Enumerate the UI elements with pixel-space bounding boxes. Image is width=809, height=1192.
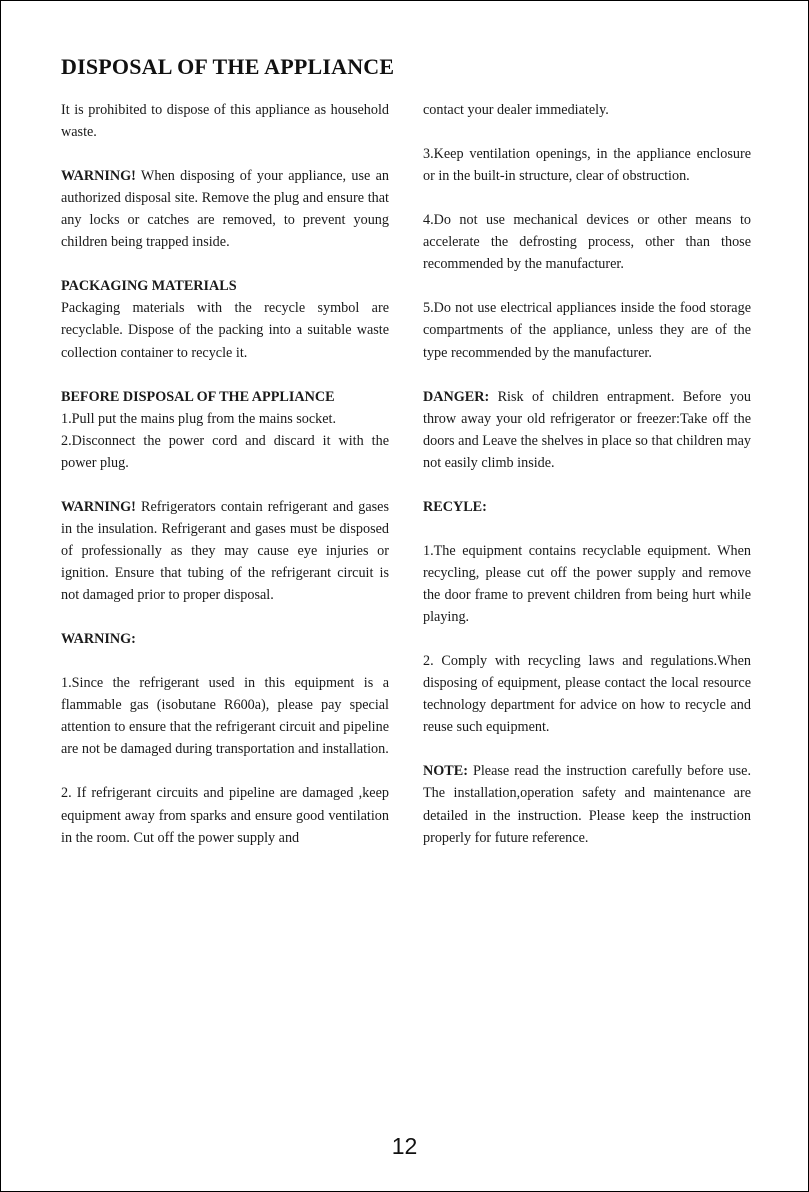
right-column bbox=[423, 99, 751, 849]
packaging-heading: PACKAGING MATERIALS bbox=[61, 278, 237, 295]
warning-text: When disposing of your appliance, use an authorized disposal site. Remove the plug and ensure that any locks or catches are removed, to prevent young children being trapped inside. bbox=[61, 168, 389, 251]
page-number: 12 bbox=[391, 1133, 418, 1159]
before-disposal-step-2: 2.Disconnect the power cord and discard it with the power plug. bbox=[61, 432, 389, 471]
note-label: NOTE: bbox=[423, 763, 468, 780]
warning-item-2-continued: contact your dealer immediately. bbox=[423, 102, 609, 118]
recycle-item-2: 2. Comply with recycling laws and regulations.When disposing of equipment, please contact the local resource technology department for advice on how to recycle and reuse such equipment. bbox=[423, 653, 751, 736]
warning-heading: WARNING: bbox=[61, 631, 136, 648]
warning-paragraph-2 bbox=[61, 496, 389, 606]
danger-paragraph bbox=[423, 386, 751, 474]
page-title: DISPOSAL OF THE APPLIANCE bbox=[61, 54, 395, 79]
warning-paragraph-1 bbox=[61, 165, 389, 253]
warning-item-3: 3.Keep ventilation openings, in the appliance enclosure or in the built-in structure, clear of obstruction. bbox=[423, 146, 751, 185]
recycle-item-1: 1.The equipment contains recyclable equipment. When recycling, please cut off the power supply and remove the door frame to prevent children from being hurt while playing. bbox=[423, 542, 751, 626]
warning-label: WARNING! bbox=[61, 498, 136, 515]
warning-item-4: 4.Do not use mechanical devices or other means to accelerate the defrosting process, other than those recommended by the manufacturer. bbox=[423, 212, 751, 273]
before-disposal-step-1: 1.Pull put the mains plug from the mains socket. bbox=[61, 410, 337, 427]
danger-label: DANGER: bbox=[423, 388, 490, 405]
intro-paragraph: It is prohibited to dispose of this appliance as household waste. bbox=[61, 102, 389, 141]
warning-item-1: 1.Since the refrigerant used in this equipment is a flammable gas (isobutane R600a), please pay special attention to ensure that the refrigerant circuit and pipeline are not be damaged during transportation and installation. bbox=[61, 675, 389, 758]
note-text: Please read the instruction carefully before use. The installation,operation safety and maintenance are detailed in the instruction. Please keep the instruction properly for future reference. bbox=[423, 763, 751, 846]
danger-text: Risk of children entrapment. Before you throw away your old refrigerator or freezer:Take off the doors and Leave the shelves in place so that children may not easily climb inside. bbox=[423, 388, 751, 471]
left-column bbox=[61, 99, 389, 849]
warning-item-2: 2. If refrigerant circuits and pipeline are damaged ,keep equipment away from sparks and ensure good ventilation in the room. Cut off the power supply and bbox=[61, 785, 389, 846]
before-disposal-heading: BEFORE DISPOSAL OF THE APPLIANCE bbox=[61, 388, 335, 405]
recycle-heading: RECYLE: bbox=[423, 498, 487, 515]
packaging-paragraph: Packaging materials with the recycle symbol are recyclable. Dispose of the packing into a suitable waste collection container to recycle it. bbox=[61, 300, 389, 361]
warning-text: Refrigerators contain refrigerant and gases in the insulation. Refrigerant and gases must be disposed of professionally as they may cause eye injuries or ignition. Ensure that tubing of the refrigerant circuit is not damaged prior to proper disposal. bbox=[61, 498, 389, 604]
note-paragraph bbox=[423, 760, 751, 848]
warning-item-5: 5.Do not use electrical appliances inside the food storage compartments of the appliance, unless they are of the type recommended by the manufacturer. bbox=[423, 300, 751, 361]
warning-label: WARNING! bbox=[61, 168, 136, 185]
